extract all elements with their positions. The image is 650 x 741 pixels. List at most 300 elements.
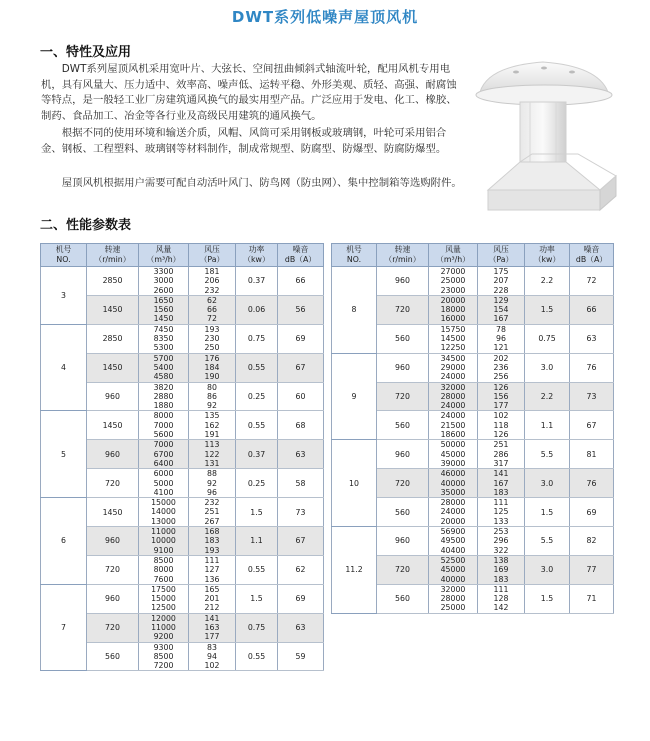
roof-fan-illustration [468,58,618,233]
cell-speed: 720 [87,469,139,498]
cell-power: 0.75 [236,324,278,353]
cell-speed: 2850 [87,324,139,353]
air-volume-value: 1880 [153,401,174,411]
cell-pressure [189,440,236,469]
table-row [41,411,324,440]
pressure-value: 183 [493,487,509,497]
pressure-value: 141 [204,613,220,623]
cell-noise: 69 [570,498,614,527]
air-volume-value: 2880 [153,391,174,401]
air-volume-value: 3000 [153,276,174,286]
cell-noise: 72 [570,267,614,296]
pressure-value: 66 [207,305,217,315]
pressure-value: 190 [204,372,220,382]
cell-noise: 63 [278,440,324,469]
cell-noise: 67 [278,527,324,556]
air-volume-value: 27000 [440,267,466,276]
cell-air-volume [429,527,478,556]
pressure-value: 165 [204,584,220,594]
air-volume-value: 18000 [440,305,466,315]
header-machine-no: 机号 NO. [41,244,87,267]
air-volume-value: 34500 [440,353,466,363]
cell-air-volume [139,411,189,440]
cell-noise: 56 [278,295,324,324]
cell-power: 3.0 [525,353,570,382]
cell-speed: 560 [87,642,139,671]
cell-air-volume [139,613,189,642]
cell-power: 0.37 [236,267,278,296]
air-volume-value: 5400 [153,362,174,372]
pressure-value: 193 [204,324,220,334]
cell-air-volume [429,584,478,613]
pressure-value: 80 [207,382,217,392]
cell-air-volume [429,267,478,296]
header-speed: 转速 （r/min） [87,244,139,267]
pressure-value: 94 [207,651,217,661]
cell-speed: 560 [377,498,429,527]
air-volume-value: 23000 [440,285,466,295]
air-volume-value: 50000 [440,440,466,450]
pressure-value: 154 [493,305,509,315]
cell-noise: 73 [570,382,614,411]
cell-speed: 1450 [87,353,139,382]
paragraph-description: DWT系列屋顶风机采用宽叶片、大弦长、空间扭曲倾斜式轴流叶轮，配用风机专用电机，具有风量大、压力适中、效率高、噪声低、运转平稳、外形美观、质轻、高强、耐腐蚀等特点，是一般轻工业厂房建筑通风换气的最实用型产品。广泛应用于发电、化工、橡胶、制药、食品加工、冶金等各行业及高级民用建筑的通风换气。 [41,63,457,123]
section-heading-features: 一、特性及应用 [40,45,132,60]
cell-speed: 960 [87,382,139,411]
pressure-value: 126 [493,382,509,392]
air-volume-value: 8350 [153,334,174,344]
cell-machine-no: 3 [41,267,87,325]
air-volume-value: 13000 [151,516,176,526]
cell-pressure [189,411,236,440]
air-volume-value: 8000 [153,411,174,421]
cell-machine-no: 4 [41,324,87,411]
cell-pressure [478,382,525,411]
table-header-row [332,244,614,267]
pressure-value: 135 [204,411,220,421]
pressure-value: 131 [204,458,220,468]
cell-air-volume [429,555,478,584]
air-volume-value: 40400 [440,545,466,555]
header-power: 功率 （kw） [236,244,278,267]
cell-noise: 63 [570,324,614,353]
cell-pressure [189,498,236,527]
cell-speed: 560 [377,324,429,353]
air-volume-value: 1650 [153,295,174,305]
cell-power: 3.0 [525,469,570,498]
air-volume-value: 9200 [153,632,174,642]
cell-pressure [189,613,236,642]
pressure-value: 136 [204,574,220,584]
cell-air-volume [139,440,189,469]
cell-air-volume [429,382,478,411]
pressure-value: 232 [204,498,220,508]
cell-pressure [189,324,236,353]
cell-speed: 960 [377,440,429,469]
pressure-value: 207 [493,276,509,286]
air-volume-value: 11000 [151,622,176,632]
cell-air-volume [139,527,189,556]
page-title: DWT系列低噪声屋顶风机 [231,8,419,26]
cell-power: 1.5 [525,295,570,324]
cell-speed: 960 [377,527,429,556]
air-volume-value: 5700 [153,353,174,363]
air-volume-value: 8500 [153,651,174,661]
air-volume-value: 24000 [440,411,466,421]
air-volume-value: 2600 [153,285,174,295]
air-volume-value: 7000 [153,420,174,430]
cell-machine-no: 11.2 [332,527,377,614]
cell-noise: 58 [278,469,324,498]
cell-power: 3.0 [525,555,570,584]
cell-air-volume [139,642,189,671]
cell-air-volume [429,295,478,324]
cell-air-volume [429,469,478,498]
cell-air-volume [139,324,189,353]
pressure-value: 125 [493,507,509,517]
cell-pressure [189,642,236,671]
cell-machine-no: 9 [332,353,377,440]
pressure-value: 129 [493,295,509,305]
air-volume-value: 11000 [151,527,176,537]
pressure-value: 102 [204,661,220,671]
air-volume-value: 52500 [440,555,466,565]
air-volume-value: 18600 [440,430,466,440]
cell-power: 5.5 [525,440,570,469]
pressure-value: 86 [207,391,217,401]
air-volume-value: 32000 [440,382,466,392]
cell-speed: 960 [87,584,139,613]
table-row [41,267,324,296]
air-volume-value: 25000 [440,276,466,286]
air-volume-value: 25000 [440,603,466,613]
cell-power: 1.5 [236,584,278,613]
cell-pressure [478,295,525,324]
pressure-value: 177 [493,401,509,411]
cell-noise: 81 [570,440,614,469]
cell-noise: 66 [570,295,614,324]
air-volume-value: 6000 [153,469,174,479]
cell-power: 1.5 [525,584,570,613]
cell-power: 0.55 [236,353,278,382]
air-volume-value: 8000 [153,565,174,575]
air-volume-value: 4580 [153,372,174,382]
cell-air-volume [139,382,189,411]
cell-power: 0.06 [236,295,278,324]
table-row [41,498,324,527]
air-volume-value: 3300 [153,267,174,276]
cell-speed: 1450 [87,411,139,440]
air-volume-value: 40000 [440,574,466,584]
pressure-value: 184 [204,362,220,372]
air-volume-value: 46000 [440,469,466,479]
air-volume-value: 24000 [440,507,466,517]
header-air-volume: 风量 （m³/h） [139,244,189,267]
pressure-value: 251 [204,507,220,517]
cell-pressure [478,353,525,382]
cell-noise: 71 [570,584,614,613]
cell-power: 1.5 [525,498,570,527]
cell-pressure [189,382,236,411]
air-volume-value: 39000 [440,458,466,468]
cell-machine-no: 5 [41,411,87,498]
cell-noise: 59 [278,642,324,671]
cell-power: 5.5 [525,527,570,556]
pressure-value: 122 [204,449,220,459]
pressure-value: 102 [493,411,509,421]
cell-pressure [478,584,525,613]
air-volume-value: 12500 [151,603,176,613]
pressure-value: 111 [493,498,509,508]
pressure-value: 163 [204,622,220,632]
section-heading-parameters: 二、性能参数表 [40,218,132,233]
cell-speed: 560 [377,584,429,613]
air-volume-value: 28000 [440,498,466,508]
air-volume-value: 49500 [440,536,466,546]
cell-speed: 960 [87,440,139,469]
cell-power: 1.1 [525,411,570,440]
pressure-value: 142 [493,603,509,613]
air-volume-value: 1560 [153,305,174,315]
cell-air-volume [429,440,478,469]
pressure-value: 228 [493,285,509,295]
header-noise: 噪音 dB（A） [278,244,324,267]
air-volume-value: 7000 [153,440,174,450]
air-volume-value: 5000 [153,478,174,488]
pressure-value: 83 [207,642,217,652]
cell-pressure [478,411,525,440]
cell-speed: 960 [87,527,139,556]
pressure-value: 181 [204,267,220,276]
cell-speed: 720 [87,555,139,584]
air-volume-value: 5600 [153,430,174,440]
pressure-value: 175 [493,267,509,276]
cell-speed: 1450 [87,295,139,324]
pressure-value: 167 [493,478,509,488]
air-volume-value: 35000 [440,487,466,497]
air-volume-value: 3820 [153,382,174,392]
cell-power: 0.55 [236,555,278,584]
pressure-value: 88 [207,469,217,479]
cell-machine-no: 6 [41,498,87,585]
cell-air-volume [429,353,478,382]
air-volume-value: 16000 [440,314,466,324]
pressure-value: 96 [496,334,506,344]
air-volume-value: 28000 [440,594,466,604]
cell-air-volume [139,555,189,584]
cell-pressure [189,295,236,324]
pressure-value: 138 [493,555,509,565]
air-volume-value: 45000 [440,565,466,575]
air-volume-value: 56900 [440,527,466,537]
cell-air-volume [139,295,189,324]
header-speed: 转速 （r/min） [377,244,429,267]
air-volume-value: 20000 [440,295,466,305]
pressure-value: 167 [493,314,509,324]
performance-table-left [40,243,324,671]
air-volume-value: 29000 [440,362,466,372]
air-volume-value: 40000 [440,478,466,488]
cell-pressure [478,555,525,584]
header-pressure: 风压 （Pa） [189,244,236,267]
pressure-value: 250 [204,343,220,353]
cell-speed: 720 [377,555,429,584]
air-volume-value: 8500 [153,555,174,565]
cell-power: 1.1 [236,527,278,556]
pressure-value: 176 [204,353,220,363]
cell-noise: 77 [570,555,614,584]
cell-pressure [478,498,525,527]
cell-pressure [478,469,525,498]
table-row [41,324,324,353]
air-volume-value: 45000 [440,449,466,459]
air-volume-value: 14500 [440,334,466,344]
cell-noise: 63 [278,613,324,642]
pressure-value: 126 [493,430,509,440]
pressure-value: 232 [204,285,220,295]
air-volume-value: 5300 [153,343,174,353]
cell-pressure [478,267,525,296]
paragraph-materials: 根据不同的使用环境和输送介质，风帽、风筒可采用钢板或玻璃钢，叶轮可采用铝合金、钢板、工程塑料、玻璃钢等材料制作，制成常规型、防腐型、防爆型、防腐防爆型。 [41,127,447,155]
air-volume-value: 4100 [153,487,174,497]
pressure-value: 111 [493,584,509,594]
air-volume-value: 28000 [440,391,466,401]
pressure-value: 177 [204,632,220,642]
pressure-value: 113 [204,440,220,450]
header-power: 功率 （kw） [525,244,570,267]
air-volume-value: 32000 [440,584,466,594]
pressure-value: 202 [493,353,509,363]
cell-pressure [478,527,525,556]
cell-speed: 2850 [87,267,139,296]
pressure-value: 201 [204,594,220,604]
pressure-value: 121 [493,343,509,353]
air-volume-value: 14000 [151,507,176,517]
air-volume-value: 6400 [153,458,174,468]
cell-noise: 76 [570,353,614,382]
pressure-value: 96 [207,487,217,497]
cell-power: 0.25 [236,469,278,498]
cell-power: 0.37 [236,440,278,469]
pressure-value: 206 [204,276,220,286]
pressure-value: 168 [204,527,220,537]
air-volume-value: 7450 [153,324,174,334]
pressure-value: 78 [496,324,506,334]
cell-pressure [478,440,525,469]
pressure-value: 169 [493,565,509,575]
cell-machine-no: 10 [332,440,377,527]
cell-air-volume [139,267,189,296]
pressure-value: 118 [493,420,509,430]
pressure-value: 133 [493,516,509,526]
pressure-value: 128 [493,594,509,604]
cell-noise: 82 [570,527,614,556]
cell-power: 0.75 [525,324,570,353]
pressure-value: 162 [204,420,220,430]
air-volume-value: 12000 [151,613,176,623]
cell-power: 0.25 [236,382,278,411]
pressure-value: 191 [204,430,220,440]
cell-air-volume [139,498,189,527]
pressure-value: 230 [204,334,220,344]
header-machine-no: 机号 NO. [332,244,377,267]
pressure-value: 183 [204,536,220,546]
pressure-value: 322 [493,545,509,555]
cell-pressure [189,584,236,613]
cell-noise: 73 [278,498,324,527]
cell-speed: 720 [377,295,429,324]
cell-pressure [189,527,236,556]
table-row [41,584,324,613]
pressure-value: 72 [207,314,217,324]
cell-pressure [478,324,525,353]
cell-speed: 560 [377,411,429,440]
pressure-value: 127 [204,565,220,575]
pressure-value: 92 [207,401,217,411]
pressure-value: 183 [493,574,509,584]
air-volume-value: 7200 [153,661,174,671]
cell-power: 0.55 [236,642,278,671]
cell-air-volume [429,411,478,440]
table-row [332,527,614,556]
table-row [332,267,614,296]
cell-air-volume [139,469,189,498]
cell-pressure [189,353,236,382]
cell-machine-no: 7 [41,584,87,671]
pressure-value: 92 [207,478,217,488]
cell-speed: 960 [377,267,429,296]
cell-noise: 67 [570,411,614,440]
cell-noise: 69 [278,584,324,613]
pressure-value: 212 [204,603,220,613]
pressure-value: 251 [493,440,509,450]
cell-power: 0.55 [236,411,278,440]
cell-noise: 66 [278,267,324,296]
cell-power: 2.2 [525,382,570,411]
cell-speed: 1450 [87,498,139,527]
pressure-value: 253 [493,527,509,537]
pressure-value: 193 [204,545,220,555]
cell-air-volume [429,498,478,527]
air-volume-value: 12250 [440,343,466,353]
air-volume-value: 17500 [151,584,176,594]
cell-machine-no: 8 [332,267,377,354]
air-volume-value: 6700 [153,449,174,459]
air-volume-value: 15000 [151,594,176,604]
air-volume-value: 7600 [153,574,174,584]
pressure-value: 156 [493,391,509,401]
air-volume-value: 21500 [440,420,466,430]
air-volume-value: 10000 [151,536,176,546]
cell-pressure [189,555,236,584]
header-pressure: 风压 （Pa） [478,244,525,267]
air-volume-value: 15000 [151,498,176,508]
cell-speed: 720 [377,382,429,411]
cell-noise: 62 [278,555,324,584]
performance-table-right [331,243,614,614]
cell-pressure [189,267,236,296]
pressure-value: 62 [207,295,217,305]
cell-noise: 60 [278,382,324,411]
cell-speed: 720 [87,613,139,642]
cell-power: 1.5 [236,498,278,527]
pressure-value: 267 [204,516,220,526]
air-volume-value: 15750 [440,324,466,334]
header-noise: 噪音 dB（A） [570,244,614,267]
cell-power: 2.2 [525,267,570,296]
pressure-value: 111 [204,555,220,565]
air-volume-value: 24000 [440,372,466,382]
